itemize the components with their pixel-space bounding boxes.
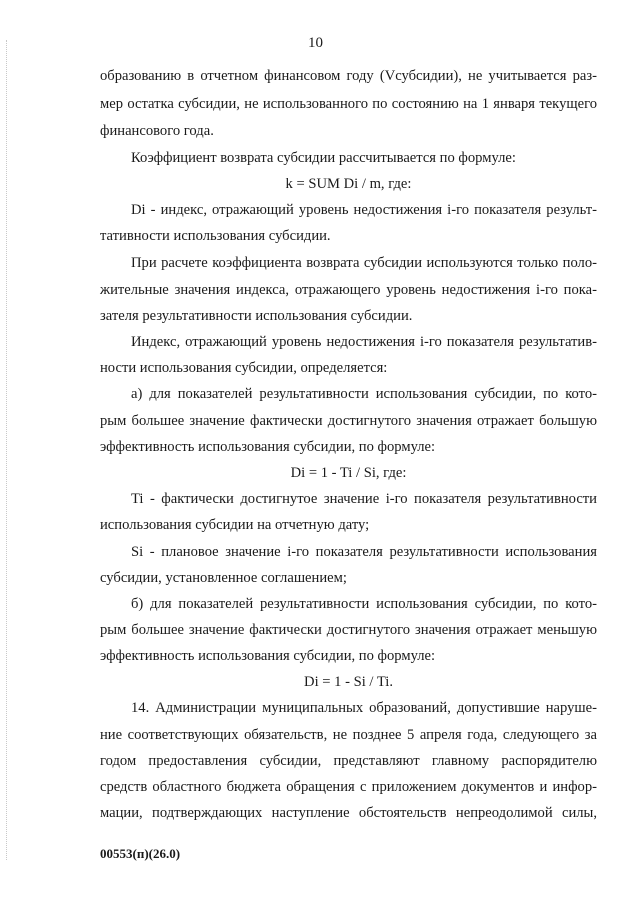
document-code: 00553(п)(26.0) xyxy=(100,846,181,861)
text-line: 14. Администрации муниципальных образований, допустившие наруше- xyxy=(131,700,597,716)
text-line: рым большее значение фактически достигнутого значения отражает большую xyxy=(100,413,597,429)
scan-margin-artifact xyxy=(6,40,9,860)
text-line: а) для показателей результативности использования субсидии, по кото- xyxy=(131,386,597,402)
formula-line: Di = 1 - Si / Ti. xyxy=(304,674,393,690)
text-line: зателя результативности использования субсидии. xyxy=(100,308,413,324)
text-line: средств областного бюджета обращения с приложением документов и инфор- xyxy=(100,779,597,795)
formula-line: Di = 1 - Ti / Si, где: xyxy=(290,465,407,481)
text-line: Si - плановое значение i-го показателя результативности использования xyxy=(131,544,597,560)
text-line: Ti - фактически достигнутое значение i-го показателя результативности xyxy=(131,491,597,507)
text-line: Индекс, отражающий уровень недостижения i-го показателя результатив- xyxy=(131,334,597,350)
text-line: б) для показателей результативности использования субсидии, по кото- xyxy=(131,596,597,612)
text-line: эффективность использования субсидии, по формуле: xyxy=(100,439,436,455)
text-line: субсидии, установленное соглашением; xyxy=(100,570,347,586)
text-line: Di - индекс, отражающий уровень недостижения i-го показателя результ- xyxy=(131,202,597,218)
text-line: жительные значения индекса, отражающего уровень недостижения i-го пока- xyxy=(100,282,598,298)
text-line: При расчете коэффициента возврата субсидии используются только поло- xyxy=(131,255,597,271)
text-line: мации, подтверждающих наступление обстоятельств непреодолимой силы, xyxy=(100,805,597,821)
text-line: образованию в отчетном финансовом году (Vсубсидии), не учитывается раз- xyxy=(100,68,597,84)
text-line: тативности использования субсидии. xyxy=(100,228,331,244)
text-line: рым большее значение фактически достигнутого значения отражает меньшую xyxy=(100,622,597,638)
text-line: использования субсидии на отчетную дату; xyxy=(100,517,370,533)
text-line: Коэффициент возврата субсидии рассчитывается по формуле: xyxy=(131,150,516,166)
text-line: ние соответствующих обязательств, не позднее 5 апреля года, следующего за xyxy=(100,727,597,743)
text-line: финансового года. xyxy=(100,123,214,139)
text-line: мер остатка субсидии, не использованного по состоянию на 1 января текущего xyxy=(100,96,597,112)
text-line: годом предоставления субсидии, представляют главному распорядителю xyxy=(100,753,597,769)
text-line: ности использования субсидии, определяется: xyxy=(100,360,388,376)
formula-line: k = SUM Di / m, где: xyxy=(285,176,412,192)
text-line: эффективность использования субсидии, по формуле: xyxy=(100,648,436,664)
page-number: 10 xyxy=(308,35,323,51)
